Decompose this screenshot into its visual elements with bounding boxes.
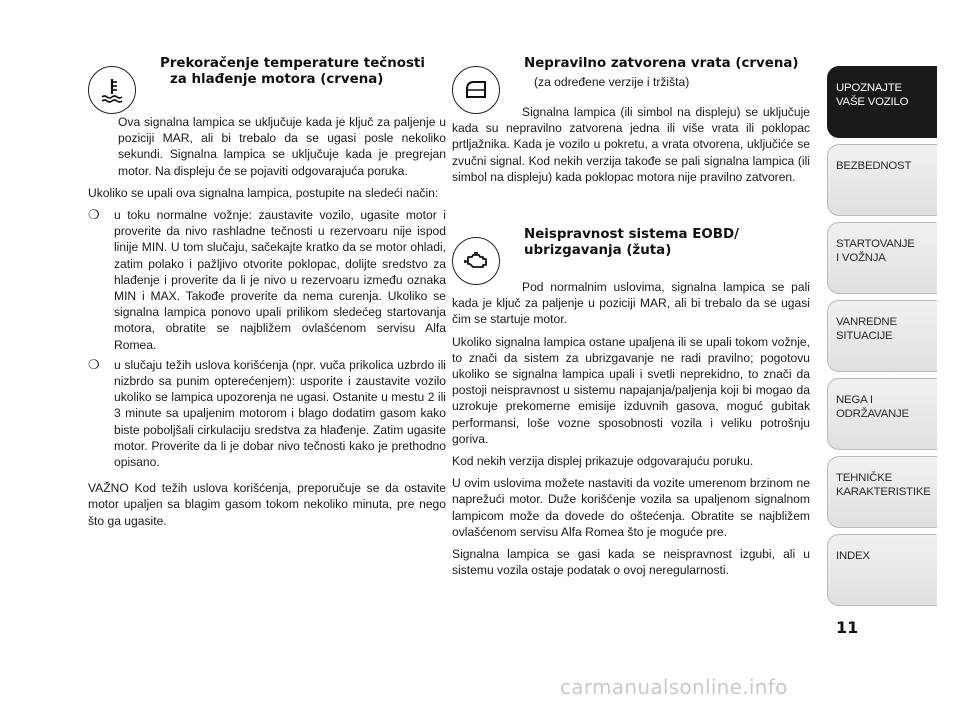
doors-subtitle: (za određene verzije i tržišta) bbox=[534, 75, 690, 89]
eobd-text-2: Ukoliko signalna lampica ostane upaljena ili se upali tokom vožnje, to znači da sistem za ubrizgavanje ne radi pravilno; pogotovu ukoliko se signalna lampica upali i svetli neprekidno, to znači da postoji neispravnost u sistemu napajanja/paljenja koji bi mogao da uzrokuje prekomerne emisije izduvnih gasova, moguć gubitak performansi, loše vozne sposobnosti vozila i veliku potrošnju goriva. bbox=[452, 334, 810, 446]
page-number: 11 bbox=[836, 618, 859, 637]
tab-startovanje-i-voznja[interactable]: STARTOVANJE I VOŽNJA bbox=[827, 222, 937, 294]
bullet-icon: ❍ bbox=[88, 207, 100, 223]
list-item: ❍ u toku normalne vožnje: zaustavite vozilo, ugasite motor i proverite da nivo rashladne tečnosti u rezervoaru nije ispod linije MIN. U tom slučaju, sačekajte kratko da se motor ohladi, zatim polako i pažljivo otvorite poklopac, dolijte sredstvo za hlađenje i proverite da li je nivo u rezervoaru između oznaka MIN i MAX. Takođe proverite da nema curenja. Ukoliko se signalna lampica ponovo upali prilikom sledećeg startovanja motora, obratite se najbližem ovlašćenom servisu Alfa Romea. bbox=[88, 207, 446, 352]
tab-index[interactable]: INDEX bbox=[827, 534, 937, 606]
watermark: carmanualsonline.info bbox=[560, 675, 788, 699]
coolant-instructions: Ukoliko se upali ova signalna lampica, postupite na sledeći način: bbox=[88, 185, 439, 200]
door-open-icon bbox=[452, 66, 500, 114]
eobd-text-3: Kod nekih verzija displej prikazuje odgovarajuću poruku. bbox=[452, 454, 754, 469]
coolant-important-note: VAŽNO Kod težih uslova korišćenja, preporučuje se da ostavite motor upaljen sa blagim gasom tokom nekoliko minuta, pre nego što ga ugasite. bbox=[88, 481, 446, 528]
right-column bbox=[452, 56, 810, 584]
section-gap bbox=[452, 191, 810, 227]
left-column bbox=[88, 56, 446, 535]
coolant-section-header bbox=[88, 56, 446, 120]
chapter-tabs bbox=[827, 66, 937, 612]
tab-nega-i-odrzavanje[interactable]: NEGA I ODRŽAVANJE bbox=[827, 378, 937, 450]
eobd-title: Neispravnost sistema EOBD/ ubrizgavanja (žuta) bbox=[524, 227, 739, 259]
coolant-title: Prekoračenje temperature tečnosti za hlađenje motora (crvena) bbox=[160, 56, 425, 87]
tab-vanredne-situacije[interactable]: VANREDNE SITUACIJE bbox=[827, 300, 937, 372]
bullet-icon: ❍ bbox=[88, 356, 100, 372]
eobd-text-5: Signalna lampica se gasi kada se neispravnost izgubi, ali u sistemu vozila ostaje podatak o ovoj neregularnosti. bbox=[452, 547, 810, 578]
list-item: ❍ u slučaju težih uslova korišćenja (npr. vuča prikolica uzbrdo ili nizbrdo sa punim opterećenjem): usporite i zaustavite vozilo ukoliko se lampica upozorenja ne ugasi. Ostanite u mestu 2 ili 3 minute sa upaljenim motorom i blago dodatim gasom kako biste poboljšali cirkulaciju sredstva za hlađenje. Zatim ugasite motor. Proverite da li je dobar nivo tečnosti kako je prethodno opisano. bbox=[88, 356, 446, 470]
tab-upoznajte-vase-vozilo[interactable]: UPOZNAJTE VAŠE VOZILO bbox=[827, 66, 937, 138]
doors-text: Signalna lampica (ili simbol na displeju) se uključuje kada su nepravilno zatvorena jedna ili više vrata ili poklopac prtljažnika. Kada je vozilo u pokretu, a vrata otvorena, uključiće se zvučni signal. Kod nekih verzija takođe se pali signalna lampica (ili simbol na displeju) kada poklopac motora nije pravilno zatvoren. bbox=[452, 105, 810, 184]
eobd-intro: Pod normalnim uslovima, signalna lampica se pali kada je ključ za paljenje u poziciji MAR, ali bi trebalo da se ugasi čim se startuje motor. bbox=[452, 280, 810, 327]
eobd-section-header bbox=[452, 227, 810, 279]
eobd-text-4: U ovim uslovima možete nastaviti da vozite umerenom brzinom ne naprežući motor. Duže korišćenje vozila sa upaljenom signalnom lampicom može da dovede do oštećenja. Obratite se najbližem ovlašćenom servisu Alfa Romea što je moguće pre. bbox=[452, 476, 810, 539]
coolant-intro: Ova signalna lampica se uključuje kada je ključ za paljenje u poziciji MAR, ali bi trebalo da se ugasi posle nekoliko sekundi. Signalna lampica se uključuje kada je pregrejan motor. Na displeju će se pojaviti odgovarajuća poruka. bbox=[118, 115, 446, 178]
coolant-temperature-icon bbox=[88, 66, 136, 114]
coolant-bullet-list bbox=[88, 207, 446, 470]
engine-check-icon bbox=[452, 237, 500, 285]
doors-title: Nepravilno zatvorena vrata (crvena) bbox=[524, 56, 799, 71]
tab-bezbednost[interactable]: BEZBEDNOST bbox=[827, 144, 937, 216]
doors-section-header bbox=[452, 56, 810, 104]
tab-tehnicke-karakteristike[interactable]: TEHNIČKE KARAKTERISTIKE bbox=[827, 456, 937, 528]
